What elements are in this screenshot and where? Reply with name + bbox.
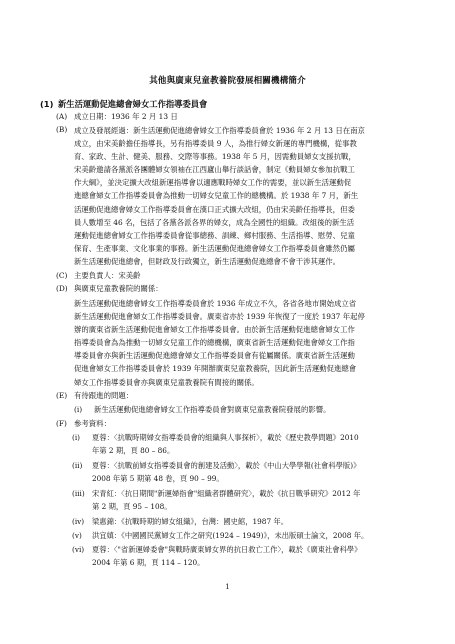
item-label: (E) — [56, 391, 68, 400]
text-line: 導委員會亦與新生活運動促進總會婦女工作指導委員會有從屬關係。廣東省新生活運動 — [74, 351, 355, 361]
subitem-label: (i) — [74, 405, 83, 414]
reference-line: 2008 年第 5 期第 48 卷，頁 90 – 99。 — [92, 474, 224, 483]
item-label: (B) — [56, 125, 68, 134]
text-line: 婦女工作指導委員會亦與廣東兒童教養院有間接的關係。 — [74, 377, 259, 387]
reference-label: (vi) — [72, 545, 85, 554]
item-label: (D) — [56, 284, 68, 293]
text-line: 作大綱》，並決定擴大改組新運指導會以適應戰時婦女工作的需要，並以新生活運動促 — [74, 178, 352, 188]
page-number: 1 — [225, 583, 230, 591]
text-line: 新生活運動促進總會，但財政及行政獨立，新生活運動促進總會不會干涉其運作。 — [74, 256, 341, 266]
reference-label: (i) — [72, 433, 81, 442]
section-title: 新生活運動促進總會婦女工作指導委員會 — [58, 99, 208, 109]
item-label: (A) — [56, 112, 68, 121]
reference-line: 夏蓉：〈抗戰前婦女指導委員會的創建及活動〉，載於《中山大學學報(社會科學版)》 — [92, 461, 361, 470]
text-line: 育、家政、生計、健美、服務、交際等事務。1938 年 5 月，因需動員婦女支援抗戰， — [74, 152, 356, 162]
text-line: 成立及發展經過：新生活運動促進總會婦女工作指導委員會於 1936 年 2 月 13 日在南京 — [74, 126, 365, 135]
text-line: 進總會婦女工作指導委員會為推動一切婦女兒童工作的總機構。於 1938 年 7 月，新生 — [74, 191, 359, 201]
text-line: 員人數增至 46 名，包括了各黨各派各界的婦女，成為全國性的組織。改組後的新生活 — [74, 217, 355, 227]
text-line: 辦的廣東省新生活運動促進會婦女工作指導委員會。由於新生活運動促進總會婦女工作 — [74, 325, 355, 335]
text-line: 新生活運動促進會婦女工作指導委員會。廣東省亦於 1939 年恢復了一度於 1937 年起停 — [74, 312, 365, 322]
item-label: (C) — [56, 271, 68, 280]
reference-label: (v) — [72, 531, 82, 540]
reference-line: 第 2 期，頁 95 – 108。 — [92, 502, 172, 511]
reference-line: 洪宜嫃：《中國國民黨婦女工作之研究(1924 – 1949)》，未出版碩士論文，2008 年。 — [92, 531, 369, 540]
item-heading: 參考資料： — [74, 419, 111, 428]
text-line: 新生活運動促進總會婦女工作指導委員會於 1936 年成立不久，各省各地市開始成立省 — [74, 299, 357, 308]
item-b-text — [74, 124, 407, 268]
reference-label: (iv) — [72, 517, 85, 526]
item-heading: 與廣東兒童教養院的關係： — [74, 284, 163, 293]
reference-label: (ii) — [72, 461, 83, 470]
section-heading — [40, 98, 207, 110]
text-line: 促進會婦女工作指導委員會於 1939 年開辦廣東兒童教養院，因此新生活運動促進總會 — [74, 364, 357, 374]
reference-line: 夏蓉：〈抗戰時期婦女指導委員會的組織與人事探析〉，載於《歷史教學問題》2010 — [92, 433, 359, 442]
text-line: 運動促進總會婦女工作指導委員會從事總務、訓練、鄉村服務、生活指導、慰勞、兒童 — [74, 230, 355, 240]
item-heading: 有待跟進的問題： — [74, 391, 134, 400]
reference-line: 梁惠錦：《抗戰時期的婦女組織》，台灣：國史館，1987 年。 — [92, 517, 289, 526]
section-number: (1) — [40, 99, 54, 109]
text-line: 指導委員會為為推動一切婦女兒童工作的總機構，廣東省新生活運動促進會婦女工作指 — [74, 338, 355, 348]
subitem-text: 新生活運動促進總會婦女工作指導委員會對廣東兒童教養院發展的影響。 — [94, 405, 331, 414]
document-title: 其他與廣東兒童教養院發展相關機構簡介 — [149, 76, 306, 86]
text-line: 宋美齡邀請各黨派各團體婦女領袖在江西廬山舉行談話會，制定《動員婦女參加抗戰工 — [74, 165, 355, 175]
reference-line: 年第 2 期，頁 80 – 86。 — [92, 446, 175, 455]
reference-label: (iii) — [72, 489, 85, 498]
item-text: 成立日期：1936 年 2 月 13 日 — [74, 112, 178, 121]
item-label: (F) — [56, 419, 67, 428]
reference-line: 夏蓉：〈"省新運婦委會"與戰時廣東婦女界的抗日救亡工作〉，載於《廣東社會科學》 — [92, 545, 362, 554]
text-line: 成立，由宋美齡擔任指導長，另有指導委員 9 人，為推行婦女新運的專門機構，從事教 — [74, 139, 357, 149]
reference-line: 2004 年第 6 期，頁 114 – 120。 — [92, 558, 205, 567]
item-d-text — [74, 297, 407, 389]
text-line: 保育、生產事業、文化事業的事務。新生活運動促進總會婦女工作指導委員會雖然仍屬 — [74, 243, 355, 253]
text-line: 活運動促進總會婦女工作指導委員會在漢口正式擴大改組，仍由宋美齡任指導長，但委 — [74, 204, 355, 214]
reference-line: 宋青紅：〈抗日期間"新運婦指會"組織者群體研究〉，載於《抗日戰爭研究》2012 年 — [92, 489, 361, 498]
item-text: 主要負責人：宋美齡 — [74, 271, 141, 280]
